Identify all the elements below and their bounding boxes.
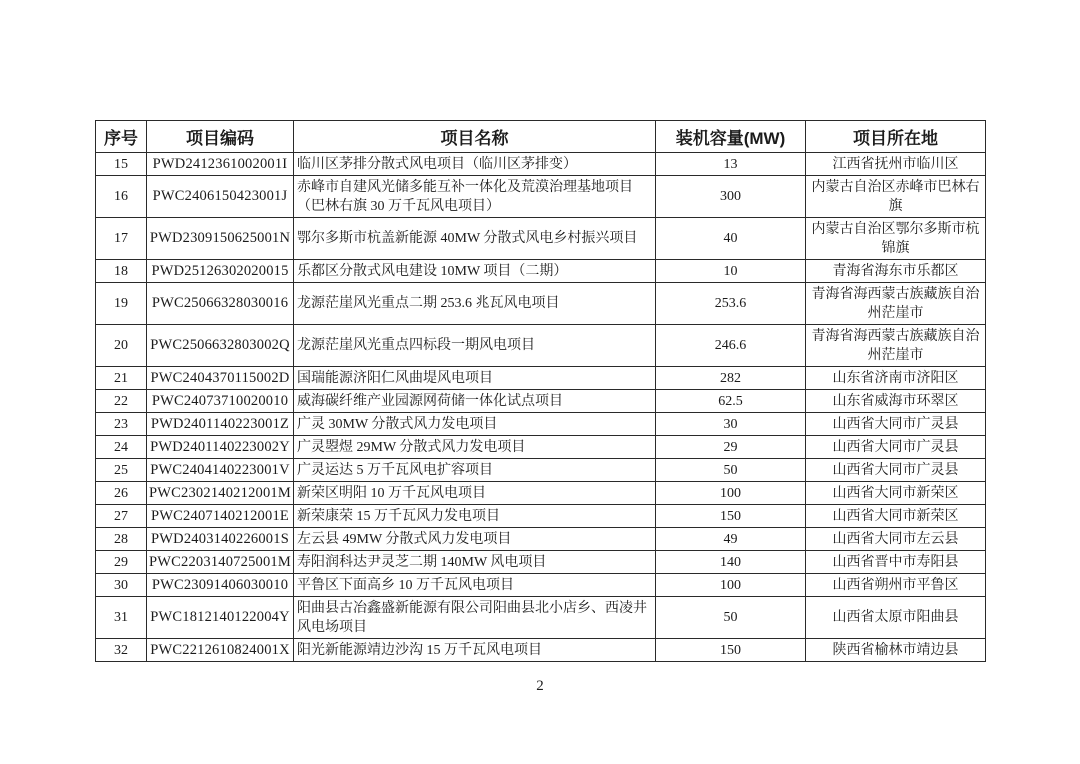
cell-capacity: 282	[656, 367, 806, 390]
table-row	[96, 413, 986, 436]
table-row	[96, 597, 986, 639]
cell-location: 青海省海西蒙古族藏族自治州茫崖市	[806, 325, 986, 367]
cell-location: 青海省海东市乐都区	[806, 260, 986, 283]
table-row	[96, 436, 986, 459]
cell-serial: 27	[96, 505, 147, 528]
table-row	[96, 390, 986, 413]
cell-location: 山西省大同市广灵县	[806, 413, 986, 436]
cell-capacity: 140	[656, 551, 806, 574]
cell-location: 陕西省榆林市靖边县	[806, 639, 986, 662]
cell-serial: 19	[96, 283, 147, 325]
cell-name: 平鲁区下面高乡 10 万千瓦风电项目	[294, 574, 656, 597]
cell-code: PWC24073710020010	[147, 390, 294, 413]
cell-capacity: 30	[656, 413, 806, 436]
cell-serial: 26	[96, 482, 147, 505]
cell-name: 左云县 49MW 分散式风力发电项目	[294, 528, 656, 551]
cell-location: 内蒙古自治区鄂尔多斯市杭锦旗	[806, 218, 986, 260]
cell-serial: 18	[96, 260, 147, 283]
cell-serial: 24	[96, 436, 147, 459]
cell-code: PWC25066328030016	[147, 283, 294, 325]
cell-name: 阳曲县古冶鑫盛新能源有限公司阳曲县北小店乡、西凌井风电场项目	[294, 597, 656, 639]
cell-serial: 16	[96, 176, 147, 218]
cell-location: 山西省晋中市寿阳县	[806, 551, 986, 574]
cell-capacity: 40	[656, 218, 806, 260]
cell-capacity: 10	[656, 260, 806, 283]
cell-name: 龙源茫崖风光重点二期 253.6 兆瓦风电项目	[294, 283, 656, 325]
cell-name: 赤峰市自建风光储多能互补一体化及荒漠治理基地项目（巴林右旗 30 万千瓦风电项目）	[294, 176, 656, 218]
cell-serial: 30	[96, 574, 147, 597]
cell-name: 阳光新能源靖边沙沟 15 万千瓦风电项目	[294, 639, 656, 662]
cell-capacity: 50	[656, 459, 806, 482]
cell-code: PWC2404140223001V	[147, 459, 294, 482]
cell-location: 山西省大同市左云县	[806, 528, 986, 551]
col-header-code: 项目编码	[147, 121, 294, 153]
col-header-location: 项目所在地	[806, 121, 986, 153]
cell-name: 威海碳纤维产业园源网荷储一体化试点项目	[294, 390, 656, 413]
cell-code: PWD2401140223002Y	[147, 436, 294, 459]
cell-code: PWD2412361002001I	[147, 153, 294, 176]
table-row	[96, 367, 986, 390]
page-number: 2	[536, 678, 544, 694]
cell-serial: 21	[96, 367, 147, 390]
table-row	[96, 283, 986, 325]
cell-name: 新荣康荣 15 万千瓦风力发电项目	[294, 505, 656, 528]
cell-code: PWC2506632803002Q	[147, 325, 294, 367]
cell-capacity: 13	[656, 153, 806, 176]
cell-code: PWC2404370115002D	[147, 367, 294, 390]
cell-location: 山东省威海市环翠区	[806, 390, 986, 413]
cell-location: 山西省大同市新荣区	[806, 505, 986, 528]
table-row	[96, 574, 986, 597]
cell-location: 山东省济南市济阳区	[806, 367, 986, 390]
table-row	[96, 459, 986, 482]
table-row	[96, 176, 986, 218]
cell-location: 山西省大同市广灵县	[806, 436, 986, 459]
col-header-name: 项目名称	[294, 121, 656, 153]
cell-code: PWC2302140212001M	[147, 482, 294, 505]
table-row	[96, 639, 986, 662]
col-header-capacity: 装机容量(MW)	[656, 121, 806, 153]
project-table-body	[96, 153, 986, 662]
cell-location: 山西省大同市广灵县	[806, 459, 986, 482]
cell-capacity: 300	[656, 176, 806, 218]
cell-code: PWC2407140212001E	[147, 505, 294, 528]
table-row	[96, 260, 986, 283]
table-row	[96, 482, 986, 505]
cell-serial: 25	[96, 459, 147, 482]
cell-code: PWD2401140223001Z	[147, 413, 294, 436]
cell-location: 内蒙古自治区赤峰市巴林右旗	[806, 176, 986, 218]
cell-serial: 31	[96, 597, 147, 639]
cell-name: 广灵运达 5 万千瓦风电扩容项目	[294, 459, 656, 482]
table-row	[96, 153, 986, 176]
col-header-serial: 序号	[96, 121, 147, 153]
cell-serial: 29	[96, 551, 147, 574]
cell-serial: 15	[96, 153, 147, 176]
project-table-header	[96, 121, 986, 153]
cell-code: PWC2406150423001J	[147, 176, 294, 218]
cell-name: 龙源茫崖风光重点四标段一期风电项目	[294, 325, 656, 367]
table-row	[96, 551, 986, 574]
cell-capacity: 246.6	[656, 325, 806, 367]
cell-location: 山西省太原市阳曲县	[806, 597, 986, 639]
cell-serial: 32	[96, 639, 147, 662]
cell-serial: 28	[96, 528, 147, 551]
cell-code: PWC1812140122004Y	[147, 597, 294, 639]
table-row	[96, 505, 986, 528]
cell-code: PWD2403140226001S	[147, 528, 294, 551]
cell-name: 国瑞能源济阳仁风曲堤风电项目	[294, 367, 656, 390]
cell-location: 山西省朔州市平鲁区	[806, 574, 986, 597]
cell-capacity: 100	[656, 482, 806, 505]
project-table	[95, 120, 986, 662]
cell-capacity: 253.6	[656, 283, 806, 325]
cell-code: PWD2309150625001N	[147, 218, 294, 260]
cell-serial: 22	[96, 390, 147, 413]
cell-name: 鄂尔多斯市杭盖新能源 40MW 分散式风电乡村振兴项目	[294, 218, 656, 260]
table-row	[96, 528, 986, 551]
cell-capacity: 100	[656, 574, 806, 597]
cell-serial: 23	[96, 413, 147, 436]
table-row	[96, 325, 986, 367]
cell-capacity: 150	[656, 639, 806, 662]
cell-capacity: 29	[656, 436, 806, 459]
cell-location: 青海省海西蒙古族藏族自治州茫崖市	[806, 283, 986, 325]
cell-capacity: 62.5	[656, 390, 806, 413]
cell-code: PWD25126302020015	[147, 260, 294, 283]
cell-name: 广灵 30MW 分散式风力发电项目	[294, 413, 656, 436]
cell-name: 乐都区分散式风电建设 10MW 项目（二期）	[294, 260, 656, 283]
table-row	[96, 218, 986, 260]
cell-location: 山西省大同市新荣区	[806, 482, 986, 505]
cell-name: 新荣区明阳 10 万千瓦风电项目	[294, 482, 656, 505]
cell-name: 广灵曌煜 29MW 分散式风力发电项目	[294, 436, 656, 459]
cell-location: 江西省抚州市临川区	[806, 153, 986, 176]
cell-code: PWC2203140725001M	[147, 551, 294, 574]
cell-capacity: 150	[656, 505, 806, 528]
cell-code: PWC2212610824001X	[147, 639, 294, 662]
cell-capacity: 49	[656, 528, 806, 551]
cell-capacity: 50	[656, 597, 806, 639]
header-row	[96, 121, 986, 153]
cell-name: 临川区茅排分散式风电项目（临川区茅排变）	[294, 153, 656, 176]
cell-serial: 20	[96, 325, 147, 367]
cell-serial: 17	[96, 218, 147, 260]
cell-code: PWC23091406030010	[147, 574, 294, 597]
cell-name: 寿阳润科达尹灵芝二期 140MW 风电项目	[294, 551, 656, 574]
